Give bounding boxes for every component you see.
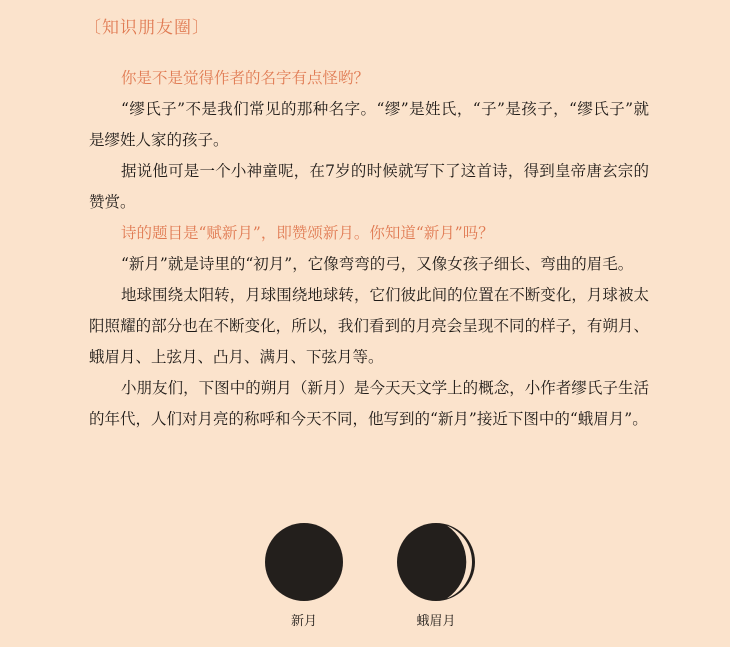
new-moon-label: 新月 <box>290 614 317 629</box>
article-body <box>89 63 649 435</box>
section-title-text: 知识朋友圈 <box>102 18 192 38</box>
paragraph-figure-explanation: 小朋友们，下图中的朔月（新月）是今天天文学上的概念，小作者缪氏子生活的年代，人们对月亮的称呼和今天不同，他写到的“新月”接近下图中的“蛾眉月”。 <box>89 379 649 428</box>
paragraph-child-prodigy: 据说他可是一个小神童呢，在7岁的时候就写下了这首诗，得到皇帝唐玄宗的赞赏。 <box>89 162 649 211</box>
moon-phase-figure <box>263 521 483 631</box>
bracket-left: 〔 <box>84 18 102 38</box>
question-heading-new-moon: 诗的题目是“赋新月”，即赞颂新月。你知道“新月”吗？ <box>121 224 494 242</box>
paragraph-name-explanation: “缪氏子”不是我们常见的那种名字。“缪”是姓氏，“子”是孩子，“缪氏子”就是缪姓人家的孩子。 <box>89 100 649 149</box>
new-moon-icon <box>263 521 345 603</box>
question-heading-author-name: 你是不是觉得作者的名字有点怪哟？ <box>121 69 370 87</box>
section-title <box>84 13 210 38</box>
crescent-moon-icon <box>395 521 477 603</box>
paragraph-moon-phases: 地球围绕太阳转，月球围绕地球转，它们彼此间的位置在不断变化，月球被太阳照耀的部分也在不断变化，所以，我们看到的月亮会呈现不同的样子，有朔月、蛾眉月、上弦月、凸月、满月、下弦月等。 <box>89 286 649 366</box>
paragraph-new-moon-definition: “新月”就是诗里的“初月”，它像弯弯的弓，又像女孩子细长、弯曲的眉毛。 <box>121 255 634 273</box>
new-moon-figure <box>263 521 345 629</box>
crescent-moon-label: 蛾眉月 <box>416 614 456 629</box>
crescent-moon-figure <box>395 521 477 629</box>
bracket-right: 〕 <box>192 18 210 38</box>
